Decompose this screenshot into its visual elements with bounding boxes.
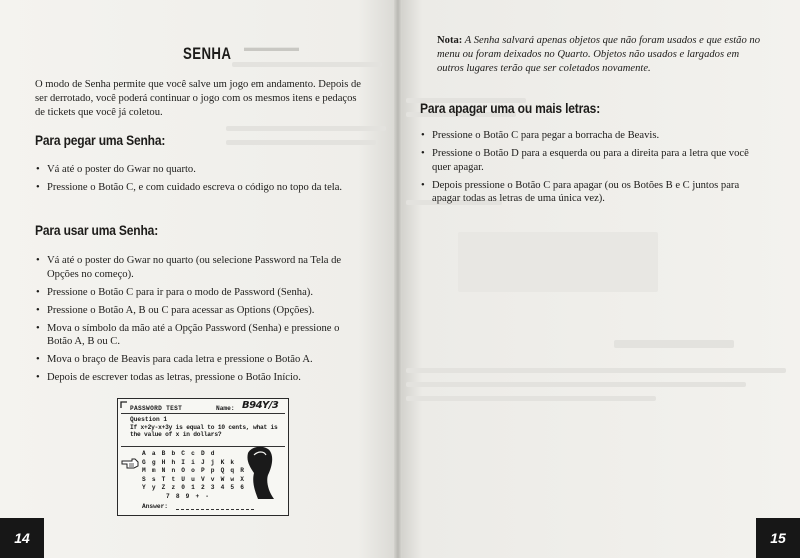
letter-row: M m N n O o P p Q q R [142, 467, 246, 475]
list-item: • Pressione o Botão C para pegar a borracha de Beavis. [420, 129, 765, 143]
section-heading-use-password: Para usar uma Senha: [35, 222, 159, 238]
list-item: • Pressione o Botão C, e com cuidado escreva o código no topo da tela. [35, 181, 365, 195]
use-password-list [35, 254, 365, 389]
list-item: • Pressione o Botão D para a esquerda ou para a direita para a letra que você quer apagar. [420, 147, 765, 174]
page-number-right: 15 [756, 518, 800, 558]
divider [121, 413, 285, 414]
intro-paragraph: O modo de Senha permite que você salve um jogo em andamento. Depois de ser derrotado, você poderá continuar o jogo com os mesmos itens e pedaços de tickets que você já coletou. [35, 79, 361, 119]
bleed-through-decoration: ▬▬▬▬▬ [244, 42, 299, 54]
list-item: • Vá até o poster do Gwar no quarto (ou selecione Password na Tela de Opções no começo). [35, 254, 365, 281]
bleed-through-decoration [226, 140, 376, 145]
password-value: B94Y/3 [242, 400, 279, 411]
bleed-through-decoration [406, 396, 656, 401]
pointing-hand-icon [121, 456, 141, 470]
list-item: • Depois pressione o Botão C para apagar (ou os Botões B e C juntos para apagar todas as letras de uma única vez). [420, 179, 765, 206]
screen-title: PASSWORD TEST [130, 405, 183, 412]
beavis-arm-icon [244, 445, 278, 501]
note-label: Nota: [437, 35, 463, 46]
right-page [398, 0, 800, 558]
list-item: • Mova o braço de Beavis para cada letra e pressione o Botão A. [35, 353, 365, 367]
letter-row: 7 8 9 + - [166, 492, 211, 500]
letter-row: S s T t U u V v W w X [142, 475, 246, 483]
question-label: Question 1 [130, 416, 168, 423]
note-paragraph [437, 34, 767, 77]
erase-letters-list [420, 129, 765, 210]
list-item: • Pressione o Botão A, B ou C para acessar as Options (Opções). [35, 304, 365, 318]
bleed-through-decoration [226, 126, 386, 131]
section-heading-erase-letters: Para apagar uma ou mais letras: [420, 100, 601, 116]
letter-grid [142, 450, 245, 502]
bleed-through-decoration [232, 62, 382, 67]
bleed-through-decoration [406, 382, 746, 387]
bleed-through-decoration [614, 340, 734, 348]
list-item: • Depois de escrever todas as letras, pressione o Botão Início. [35, 371, 365, 385]
book-gutter [394, 0, 402, 558]
list-item: • Mova o símbolo da mão até a Opção Password (Senha) e pressione o Botão A, B ou C. [35, 322, 365, 349]
letter-row: Y y Z z 0 1 2 3 4 5 6 [142, 484, 246, 492]
note-text: A Senha salvará apenas objetos que não foram usados e que estão no menu ou foram deixados no Quarto. Objetos não usados e largados em outros lugares terão que ser coletados novamente. [437, 35, 761, 75]
page-number-left: 14 [0, 518, 44, 558]
letter-row: A a B b C c D d [142, 450, 216, 457]
page-title: SENHA [183, 44, 232, 63]
question-text: If x+2y-x+3y is equal to 10 cents, what is the value of x in dollars? [130, 424, 278, 438]
list-item: • Vá até o poster do Gwar no quarto. [35, 163, 365, 177]
section-heading-get-password: Para pegar uma Senha: [35, 132, 166, 148]
answer-underline [176, 509, 254, 510]
bleed-through-decoration [458, 232, 658, 292]
get-password-list [35, 163, 365, 199]
password-screen-screenshot [117, 398, 289, 516]
list-item: • Pressione o Botão C para ir para o modo de Password (Senha). [35, 286, 365, 300]
corner-bracket-icon [120, 401, 128, 409]
answer-label: Answer: [142, 503, 168, 510]
name-label: Name: [216, 405, 235, 412]
bleed-through-decoration [406, 368, 786, 373]
letter-row: G g H h I i J j K k [142, 458, 236, 466]
